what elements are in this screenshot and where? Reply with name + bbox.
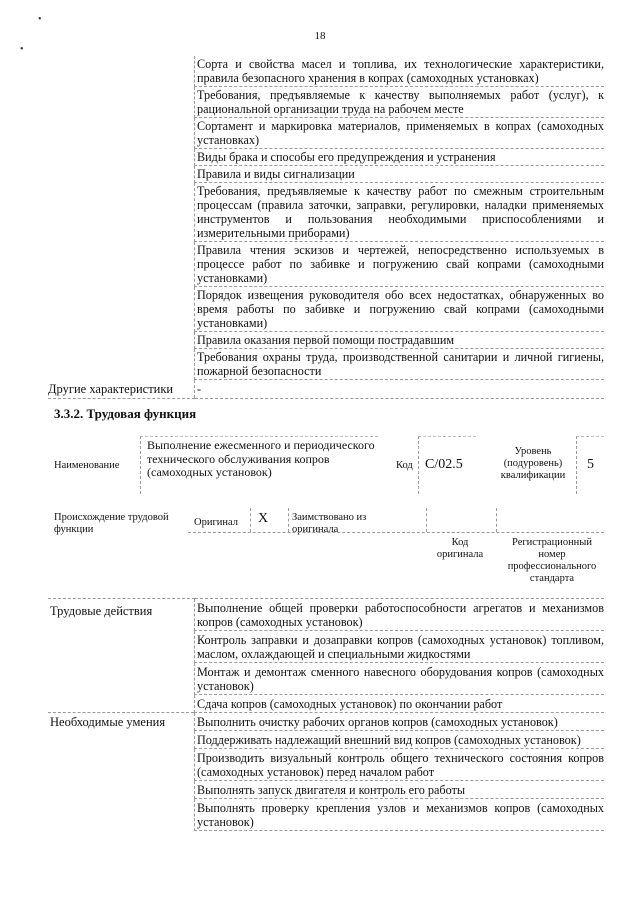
table-row: Виды брака и способы его предупреждения и устранения [195,149,605,166]
table-row: Поддерживать надлежащий внешний вид копров (самоходных установок) [195,731,605,749]
table-row: Контроль заправки и дозаправки копров (самоходных установок) топливом, маслом, охлаждающей и специальными жидкостями [195,631,605,663]
scan-mark: • [38,14,42,25]
other-characteristics-label: Другие характеристики [48,380,195,399]
table-row: Выполнить очистку рабочих органов копров (самоходных установок) [195,713,605,731]
table-row: Сортамент и маркировка материалов, применяемых в копрах (самоходных установках) [195,118,605,149]
skills-label: Необходимые умения [48,713,195,831]
section-title: 3.3.2. Трудовая функция [54,406,197,421]
labor-actions-label: Трудовые действия [48,599,195,713]
table-row: Правила и виды сигнализации [195,166,605,183]
table-row: Правила чтения эскизов и чертежей, непосредственно используемых в процессе работ по забивке и погружению свай копрами (самоходными установками) [195,242,605,287]
divider [426,508,427,532]
original-label: Оригинал [194,517,238,528]
other-characteristics-value: - [195,380,605,399]
qualification-level-value: 5 [576,436,604,494]
table-row: Требования охраны труда, производственной санитарии и личной гигиены, пожарной безопасности [195,349,605,380]
qualification-level-label: Уровень (подуровень) квалификации [500,446,566,481]
function-code-value: С/02.5 [418,436,476,494]
registration-number-label: Регистрационный номер профессионального стандарта [507,537,597,584]
page-number: 18 [314,30,326,42]
function-details-table [48,598,604,831]
table-row: Производить визуальный контроль общего технического состояния копров (самоходных установок) перед началом работ [195,749,605,781]
table-row: Выполнять запуск двигателя и контроль его работы [195,781,605,799]
table-row: Правила оказания первой помощи пострадавшим [195,332,605,349]
function-name-label: Наименование [54,460,120,471]
original-code-label: Код оригинала [436,537,484,560]
original-mark: Х [258,511,269,526]
table-row: Требования, предъявляемые к качеству работ по смежным строительным процессам (правила заточки, заправки, регулировки, наладки применяемых инструментов и пользования необходимыми приспособлениями и измерительными приборами) [195,183,605,242]
table-row: Порядок извещения руководителя обо всех недостатках, обнаруженных во время работы по забивке и погружению свай копрами (самоходными установками) [195,287,605,332]
scan-mark: • [20,44,24,55]
function-code-label: Код [396,460,413,471]
divider [250,508,251,532]
function-name-value: Выполнение ежесменного и периодического технического обслуживания копров (самоходных установок) [140,436,378,494]
divider [188,532,604,533]
divider [496,508,497,532]
table-row: Сорта и свойства масел и топлива, их технологические характеристики, правила безопасного хранения в копрах (самоходных установках) [195,56,605,87]
table-row: Требования, предъявляемые к качеству выполняемых работ (услуг), к рациональной организации труда на рабочем месте [195,87,605,118]
borrowed-label: Заимствовано из оригинала [292,512,367,535]
function-origin-label: Происхождение трудовой функции [54,512,169,535]
table-row: Сдача копров (самоходных установок) по окончании работ [195,695,605,713]
divider [288,508,289,532]
knowledge-table [48,56,604,399]
table-row: Выполнение общей проверки работоспособности агрегатов и механизмов копров (самоходных установок) [195,599,605,631]
table-row: Монтаж и демонтаж сменного навесного оборудования копров (самоходных установок) [195,663,605,695]
table-row: Выполнять проверку крепления узлов и механизмов копров (самоходных установок) [195,799,605,831]
